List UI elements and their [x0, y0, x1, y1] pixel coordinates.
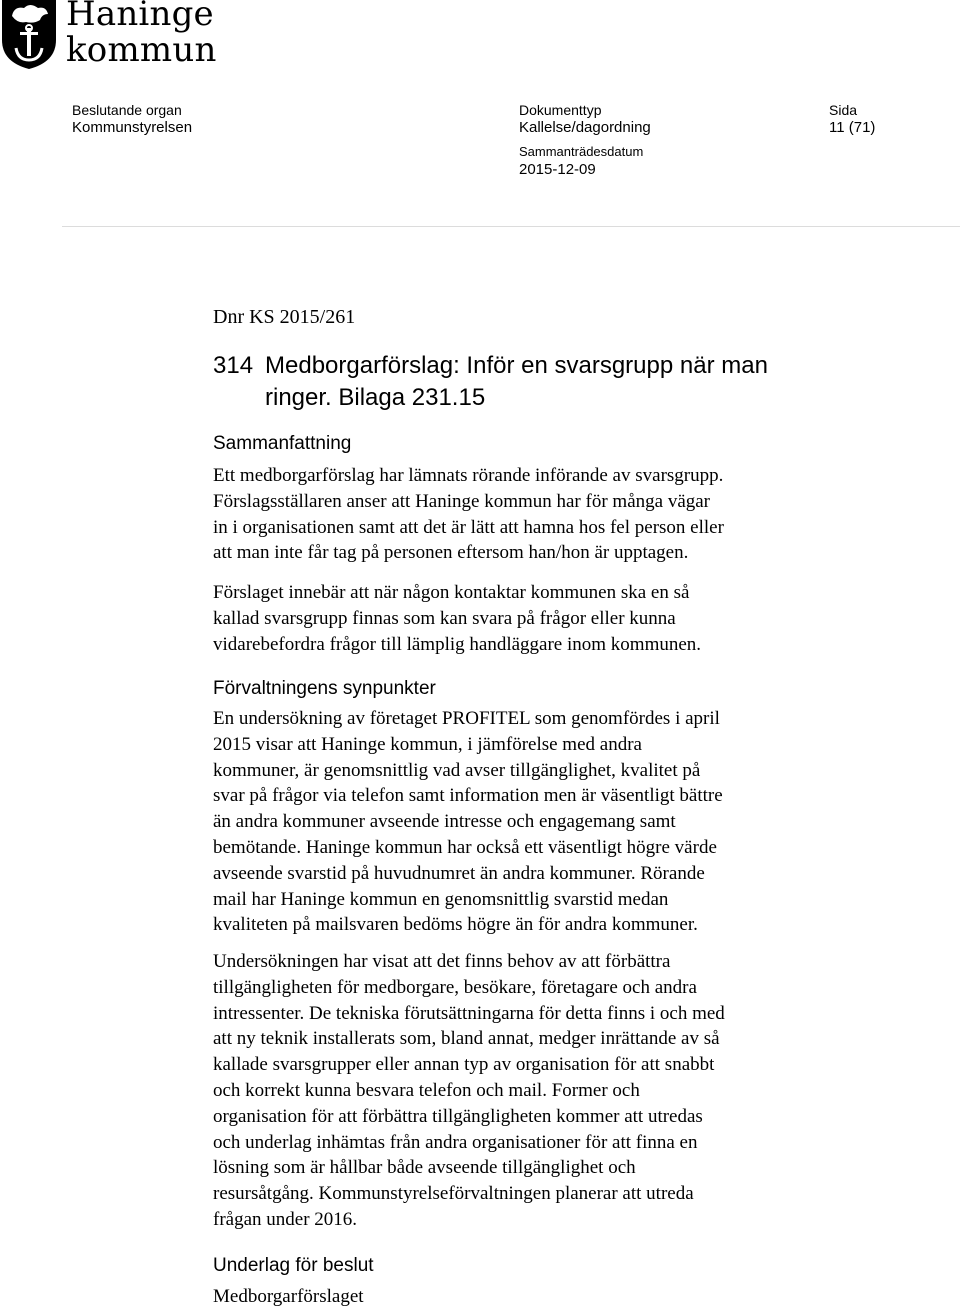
- decision-body-label: Beslutande organ: [72, 102, 182, 118]
- coat-of-arms-icon: [0, 0, 60, 70]
- text-line: lösning som är hållbar både avseende tillgänglighet och: [213, 1157, 636, 1179]
- text-line: kallad svarsgrupp finnas som kan svara på frågor eller kunna: [213, 607, 676, 629]
- text-line: svar på frågor via telefon samt information men är väsentligt bättre: [213, 785, 723, 807]
- text-line: kallade svarsgrupper eller annan typ av organisation för att snabbt: [213, 1054, 715, 1076]
- title-line-1: Medborgarförslag: Inför en svarsgrupp när man: [265, 352, 768, 379]
- text-line: tillgängligheten för medborgare, besökare, företagare och andra: [213, 976, 697, 998]
- text-line: att ny teknik installerats som, bland annat, medger inrättande av så: [213, 1028, 720, 1050]
- views-heading: Förvaltningens synpunkter: [213, 678, 436, 699]
- text-line: vidarebefordra frågor till lämplig handläggare inom kommunen.: [213, 633, 702, 655]
- haninge-logo: [0, 0, 230, 70]
- meeting-date-label: Sammanträdesdatum: [519, 144, 644, 159]
- text-line: kvaliteten på mailsvaren bedöms högre än för andra kommuner.: [213, 914, 698, 936]
- document-type-value: Kallelse/dagordning: [519, 119, 651, 136]
- text-line: resursåtgång. Kommunstyrelseförvaltningen planerar att utreda: [213, 1183, 694, 1205]
- text-line: organisation för att förbättra tillgängligheten kommer att utredas: [213, 1105, 703, 1127]
- text-line: avseende svarstid på huvudnumret än andra kommuner. Rörande: [213, 862, 705, 884]
- basis-heading: Underlag för beslut: [213, 1255, 374, 1276]
- page-title: [213, 350, 853, 414]
- case-number: Dnr KS 2015/261: [213, 306, 356, 328]
- text-line: frågan under 2016.: [213, 1208, 358, 1230]
- text-line: En undersökning av företaget PROFITEL som genomfördes i april: [213, 708, 720, 729]
- meeting-date-value: 2015-12-09: [519, 161, 596, 178]
- text-line: 2015 visar att Haninge kommun, i jämförelse med andra: [213, 733, 642, 755]
- summary-paragraph-2: [213, 580, 833, 657]
- text-line: och underlag inhämtas från andra organisationer för att finna en: [213, 1131, 698, 1153]
- text-line: Undersökningen har visat att det finns behov av att förbättra: [213, 951, 671, 972]
- header-page: [829, 101, 875, 137]
- decision-body-value: Kommunstyrelsen: [72, 119, 193, 136]
- text-line: Förslaget innebär att när någon kontaktar kommunen ska en så: [213, 582, 690, 603]
- summary-paragraph-1: [213, 463, 833, 566]
- logo-wordmark: Haninge kommun: [66, 0, 217, 70]
- text-line: bemötande. Haninge kommun har också ett väsentligt högre värde: [213, 836, 717, 858]
- text-line: och korrekt kunna besvara telefon och mail. Former och: [213, 1079, 640, 1101]
- text-line: att man inte får tag på personen eftersom han/hon är upptagen.: [213, 542, 689, 564]
- text-line: Förslagsställaren anser att Haninge kommun har för många vägar: [213, 490, 711, 512]
- title-line-2: ringer. Bilaga 231.15: [265, 384, 486, 411]
- page-value: 11 (71): [829, 119, 876, 136]
- header-divider: [62, 226, 960, 227]
- basis-item: Medborgarförslaget: [213, 1286, 364, 1307]
- text-line: kommuner, är genomsnittlig vad avser tillgänglighet, kvalitet på: [213, 759, 701, 781]
- document-type-label: Dokumenttyp: [519, 102, 602, 118]
- text-line: intressenter. De tekniska förutsättningarna för detta finns i och med: [213, 1002, 725, 1024]
- header-meeting-date: [519, 143, 643, 179]
- views-paragraph-2: [213, 949, 833, 1233]
- text-line: in i organisationen samt att det är lätt att hamna hos fel person eller: [213, 516, 724, 538]
- text-line: mail har Haninge kommun en genomsnittlig svarstid medan: [213, 888, 669, 910]
- header-document-type: [519, 101, 651, 137]
- text-line: än andra kommuner avseende intresse och engagemang samt: [213, 811, 676, 833]
- text-line: Ett medborgarförslag har lämnats rörande införande av svarsgrupp.: [213, 465, 724, 486]
- views-paragraph-1: [213, 706, 833, 938]
- summary-heading: Sammanfattning: [213, 433, 352, 454]
- header-decision-body: [72, 101, 192, 137]
- item-number: 314: [213, 352, 254, 379]
- page-label: Sida: [829, 102, 858, 118]
